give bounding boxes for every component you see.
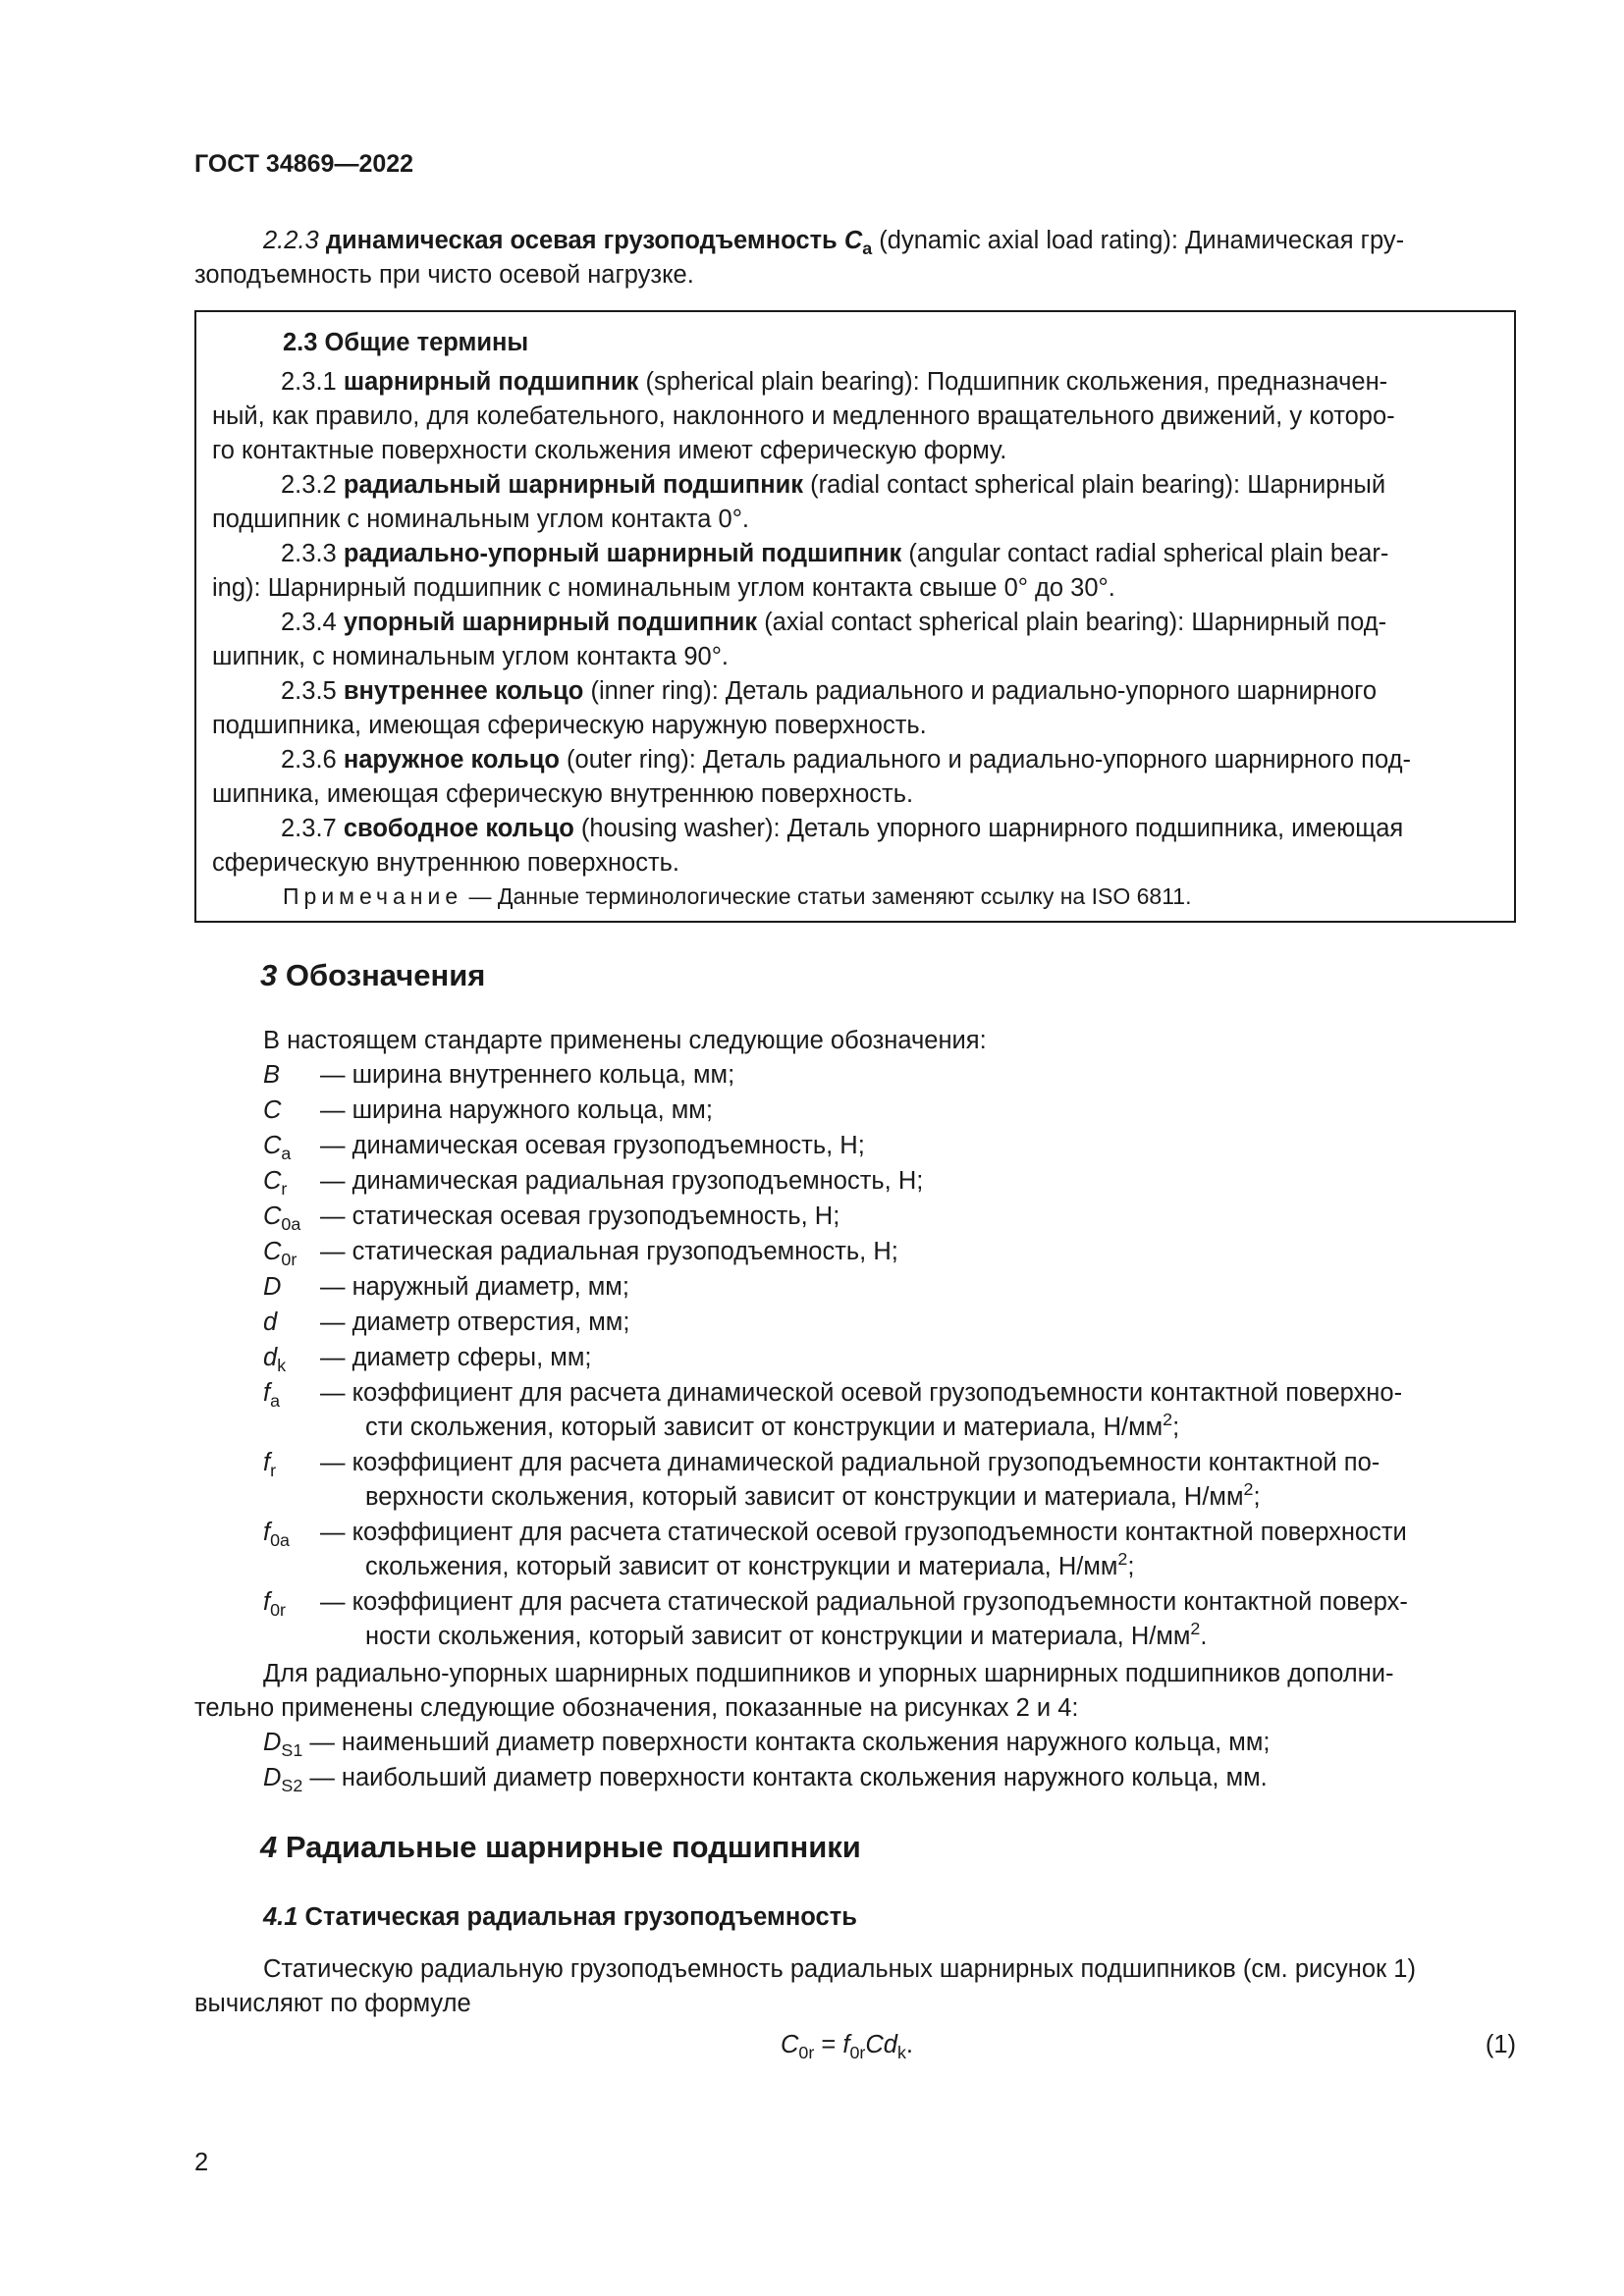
symbol-description: — ширина наружного кольца, мм; [320, 1096, 713, 1124]
symbol: $f_a$ [263, 1379, 281, 1412]
symbol-row [263, 1341, 1516, 1375]
symbol: $C_r$ [263, 1167, 288, 1200]
symbol-description: — диаметр отверстия, мм; [320, 1308, 630, 1336]
extra-intro-1: Для радиально-упорных шарнирных подшипников и упорных шарнирных подшипников дополни- [263, 1660, 1394, 1687]
symbol: d [263, 1308, 278, 1336]
section-3-intro: В настоящем стандарте применены следующие обозначения: [263, 1027, 987, 1054]
symbol-row [263, 1306, 1516, 1340]
term-entry: 2.3.5 внутреннее кольцо (inner ring): Деталь радиального и радиально-упорного шарнирного [281, 677, 1378, 705]
symbol: $D_{S2}$ [263, 1764, 303, 1796]
symbol: $C_a$ [263, 1132, 292, 1164]
coefficient-desc-1: — коэффициент для расчета статической осевой грузоподъемности контактной поверхности [320, 1519, 1407, 1546]
symbol-description: — динамическая радиальная грузоподъемность, Н; [320, 1167, 924, 1195]
document-header: ГОСТ 34869—2022 [194, 150, 414, 178]
term-entry-cont: шипника, имеющая сферическую внутреннюю поверхность. [212, 780, 914, 808]
coefficient-desc-1: — коэффициент для расчета статической радиальной грузоподъемности контактной поверх- [320, 1588, 1408, 1616]
symbol: $C_{0a}$ [263, 1202, 301, 1235]
symbol: D [263, 1273, 282, 1301]
coefficient-desc-2: ности скольжения, который зависит от конструкции и материала, $Н/мм^2$. [365, 1619, 1208, 1650]
term-entry-cont: сферическую внутреннюю поверхность. [212, 849, 680, 877]
box-title: 2.3 Общие термины [283, 329, 529, 356]
coefficient-row [263, 1376, 1516, 1445]
formula-1: $C_{0r} = f_{0r}Cd_k$. [781, 2031, 913, 2063]
symbol-description: — наибольший диаметр поверхности контакта скольжения наружного кольца, мм. [302, 1764, 1268, 1791]
term-entry-cont: го контактные поверхности скольжения имеют сферическую форму. [212, 437, 1007, 464]
term-entry: 2.3.1 шарнирный подшипник (spherical plain bearing): Подшипник скольжения, предназначен- [281, 368, 1388, 396]
term-bold: динамическая осевая грузоподъемность [325, 227, 838, 254]
term-entry: 2.3.7 свободное кольцо (housing washer): Деталь упорного шарнирного подшипника, имеющая [281, 815, 1404, 842]
symbol-description: — динамическая осевая грузоподъемность, Н; [320, 1132, 865, 1159]
symbol: $f_{0r}$ [263, 1588, 286, 1621]
symbol: $f_{0a}$ [263, 1519, 290, 1551]
coefficient-row [263, 1585, 1516, 1654]
ds-row [263, 1761, 1516, 1795]
note: Примечание — Данные терминологические статьи заменяют ссылку на ISO 6811. [283, 883, 1192, 909]
symbol-row [263, 1235, 1516, 1269]
symbol-description: — ширина внутреннего кольца, мм; [320, 1061, 735, 1089]
symbol-description: — статическая радиальная грузоподъемность, Н; [320, 1238, 898, 1265]
coefficient-desc-2: верхности скольжения, который зависит от конструкции и материала, $Н/мм^2$; [365, 1479, 1261, 1511]
symbol-description: — диаметр сферы, мм; [320, 1344, 592, 1371]
symbol: $f_r$ [263, 1449, 277, 1481]
term-entry: 2.3.6 наружное кольцо (outer ring): Деталь радиального и радиально-упорного шарнирного под- [281, 746, 1411, 774]
symbol: $D_{S1}$ [263, 1729, 303, 1761]
term-entry-cont: ный, как правило, для колебательного, наклонного и медленного вращательного движений, у которо- [212, 402, 1395, 430]
equation-number: (1) [1485, 2031, 1516, 2058]
ds-row [263, 1726, 1516, 1760]
term-entry: 2.3.2 радиальный шарнирный подшипник (radial contact spherical plain bearing): Шарнирный [281, 471, 1386, 499]
coefficient-desc-2: скольжения, который зависит от конструкции и материала, $Н/мм^2$; [365, 1549, 1135, 1580]
term-entry-cont: подшипник с номинальным углом контакта 0°. [212, 506, 750, 533]
symbol: B [263, 1061, 281, 1089]
coefficient-desc-2: сти скольжения, который зависит от конструкции и материала, $Н/мм^2$; [365, 1410, 1180, 1441]
term-entry-cont: подшипника, имеющая сферическую наружную поверхность. [212, 712, 927, 739]
symbol-description: — статическая осевая грузоподъемность, Н; [320, 1202, 840, 1230]
section-4-1-p2: вычисляют по формуле [194, 1990, 471, 2017]
symbol-row [263, 1270, 1516, 1305]
term-entry-cont: шипник, с номинальным углом контакта 90°. [212, 643, 729, 670]
symbol-row [263, 1129, 1516, 1163]
term-entry: 2.3.3 радиально-упорный шарнирный подшипник (angular contact radial spherical plain bear- [281, 540, 1389, 567]
symbol: C [263, 1096, 282, 1124]
extra-intro-2: тельно применены следующие обозначения, показанные на рисунках 2 и 4: [194, 1694, 1079, 1722]
general-terms-box [194, 310, 1516, 923]
page-number: 2 [194, 2149, 209, 2176]
section-3-heading: 3 Обозначения [260, 958, 486, 992]
symbol-description: — наружный диаметр, мм; [320, 1273, 629, 1301]
term-entry-cont: ing): Шарнирный подшипник с номинальным углом контакта свыше 0° до 30°. [212, 574, 1115, 602]
symbol-description: — наименьший диаметр поверхности контакта скольжения наружного кольца, мм; [302, 1729, 1271, 1756]
symbol-row [263, 1200, 1516, 1234]
symbol: $C_{0r}$ [263, 1238, 298, 1270]
section-4-heading: 4 Радиальные шарнирные подшипники [260, 1830, 861, 1864]
section-4-1-p1: Статическую радиальную грузоподъемность радиальных шарнирных подшипников (см. рисунок 1) [263, 1955, 1416, 1983]
coefficient-row [263, 1446, 1516, 1515]
symbol: $d_k$ [263, 1344, 287, 1376]
term-entry: 2.3.4 упорный шарнирный подшипник (axial contact spherical plain bearing): Шарнирный под- [281, 609, 1387, 636]
clause-2-2-3: 2.2.3 динамическая осевая грузоподъемность $C_a$ (dynamic axial load rating): Динамическая гру- [263, 227, 1405, 259]
symbol-row [263, 1058, 1516, 1093]
coefficient-row [263, 1516, 1516, 1584]
coefficient-desc-1: — коэффициент для расчета динамической осевой грузоподъемности контактной поверхно- [320, 1379, 1403, 1407]
section-4-1-heading: 4.1 Статическая радиальная грузоподъемность [263, 1903, 857, 1931]
symbol-row [263, 1164, 1516, 1199]
clause-2-2-3-cont: зоподъемность при чисто осевой нагрузке. [194, 261, 694, 289]
symbol-row [263, 1094, 1516, 1128]
coefficient-desc-1: — коэффициент для расчета динамической радиальной грузоподъемности контактной по- [320, 1449, 1380, 1476]
